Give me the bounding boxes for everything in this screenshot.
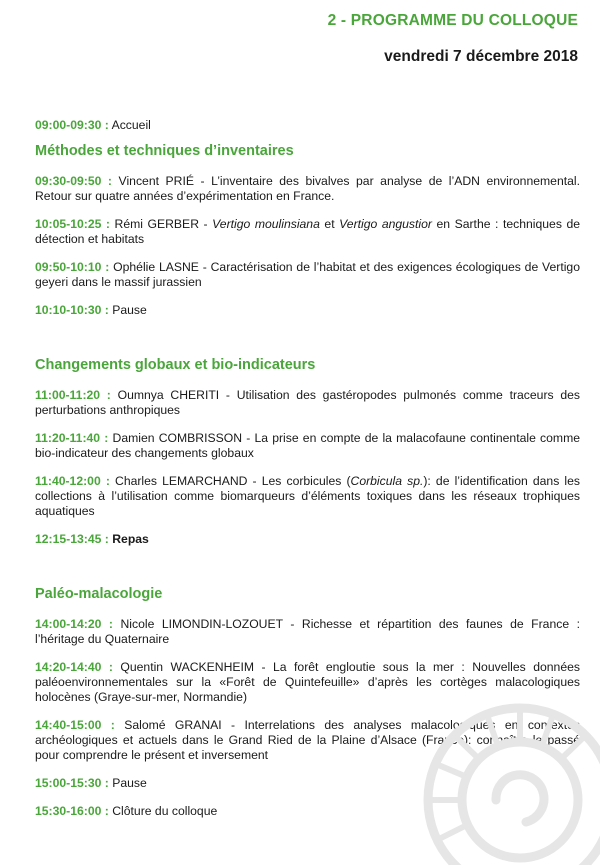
page-title: 2 - PROGRAMME DU COLLOQUE	[327, 12, 578, 29]
item-text: Vincent PRIÉ - L’inventaire des bivalves par analyse de l’ADN environnemental. Retour sur quatre années d’expérimentation en France.	[35, 174, 580, 203]
item-text: Oumnya CHERITI - Utilisation des gastéropodes pulmonés comme traceurs des perturbations anthropiques	[35, 388, 580, 417]
item-text: Charles LEMARCHAND - Les corbicules (	[115, 474, 351, 488]
section-title-paleo: Paléo-malacologie	[35, 586, 163, 602]
time-slot: 14:00-14:20 :	[35, 617, 113, 631]
time-slot: 14:40-15:00 :	[35, 718, 115, 732]
program-item-pause	[35, 303, 580, 318]
section-title-changements: Changements globaux et bio-indicateurs	[35, 357, 316, 373]
item-text: Damien COMBRISSON - La prise en compte de la malacofaune continentale comme bio-indicateur des changements globaux	[35, 431, 580, 460]
program-item	[35, 174, 580, 204]
item-text: Clôture du colloque	[112, 804, 218, 818]
program-item	[35, 617, 580, 647]
conjunction: et	[319, 217, 340, 231]
time-slot: 09:00-09:30 :	[35, 118, 109, 132]
time-slot: 11:00-11:20 :	[35, 388, 111, 402]
item-text: en Sarthe : techniques de détection et habitats	[35, 217, 581, 246]
time-slot: 15:00-15:30 :	[35, 776, 109, 790]
item-text: ): de l’identification dans les collections à l’utilisation comme biomarqueurs d’éléments toxiques dans les réseaux trophiques aquatiques	[35, 474, 580, 518]
item-text: Accueil	[111, 118, 151, 132]
time-slot: 10:05-10:25 :	[35, 217, 110, 231]
program-item-meal	[35, 532, 580, 547]
item-text: Pause	[112, 776, 147, 790]
species-name: Corbicula sp.	[350, 474, 424, 488]
time-slot: 09:50-10:10 :	[35, 260, 110, 274]
time-slot: 14:20-14:40 :	[35, 660, 113, 674]
item-text: Pause	[112, 303, 147, 317]
program-item	[35, 260, 580, 290]
time-slot: 11:20-11:40 :	[35, 431, 109, 445]
item-text: Quentin WACKENHEIM - La forêt engloutie sous la mer : Nouvelles données paléoenvironnementales sur la «Forêt de Quintefeuille» d’après les cortèges malacologiques holocènes (Graye-sur-mer, Normandie)	[35, 660, 580, 704]
item-speaker: Rémi GERBER -	[114, 217, 213, 231]
species-name: Vertigo angustior	[339, 217, 432, 231]
item-text: Nicole LIMONDIN-LOZOUET - Richesse et répartition des faunes de France : l’héritage du Quaternaire	[35, 617, 580, 646]
program-item	[35, 431, 580, 461]
item-text: Repas	[112, 532, 149, 546]
item-text: Ophélie LASNE - Caractérisation de l’habitat et des exigences écologiques de Vertigo geyeri dans le massif jurassien	[35, 260, 580, 289]
program-item	[35, 474, 580, 519]
page-date: vendredi 7 décembre 2018	[384, 48, 578, 65]
section-title-methodes: Méthodes et techniques d’inventaires	[35, 143, 294, 159]
program-item-opening	[35, 118, 580, 133]
time-slot: 10:10-10:30 :	[35, 303, 109, 317]
time-slot: 15:30-16:00 :	[35, 804, 109, 818]
program-item	[35, 388, 580, 418]
time-slot: 11:40-12:00 :	[35, 474, 110, 488]
time-slot: 12:15-13:45 :	[35, 532, 109, 546]
item-text: Salomé GRANAI - Interrelations des analyses malacologiques en contextes archéologiques et actuels dans le Grand Ried de la Plaine d’Alsace (France): connaître le passé pour comprendre le présent et inversement	[35, 718, 580, 762]
species-name: Vertigo moulinsiana	[212, 217, 320, 231]
program-item	[35, 217, 580, 247]
ammonite-shell-watermark-icon	[400, 690, 600, 865]
time-slot: 09:30-09:50 :	[35, 174, 112, 188]
